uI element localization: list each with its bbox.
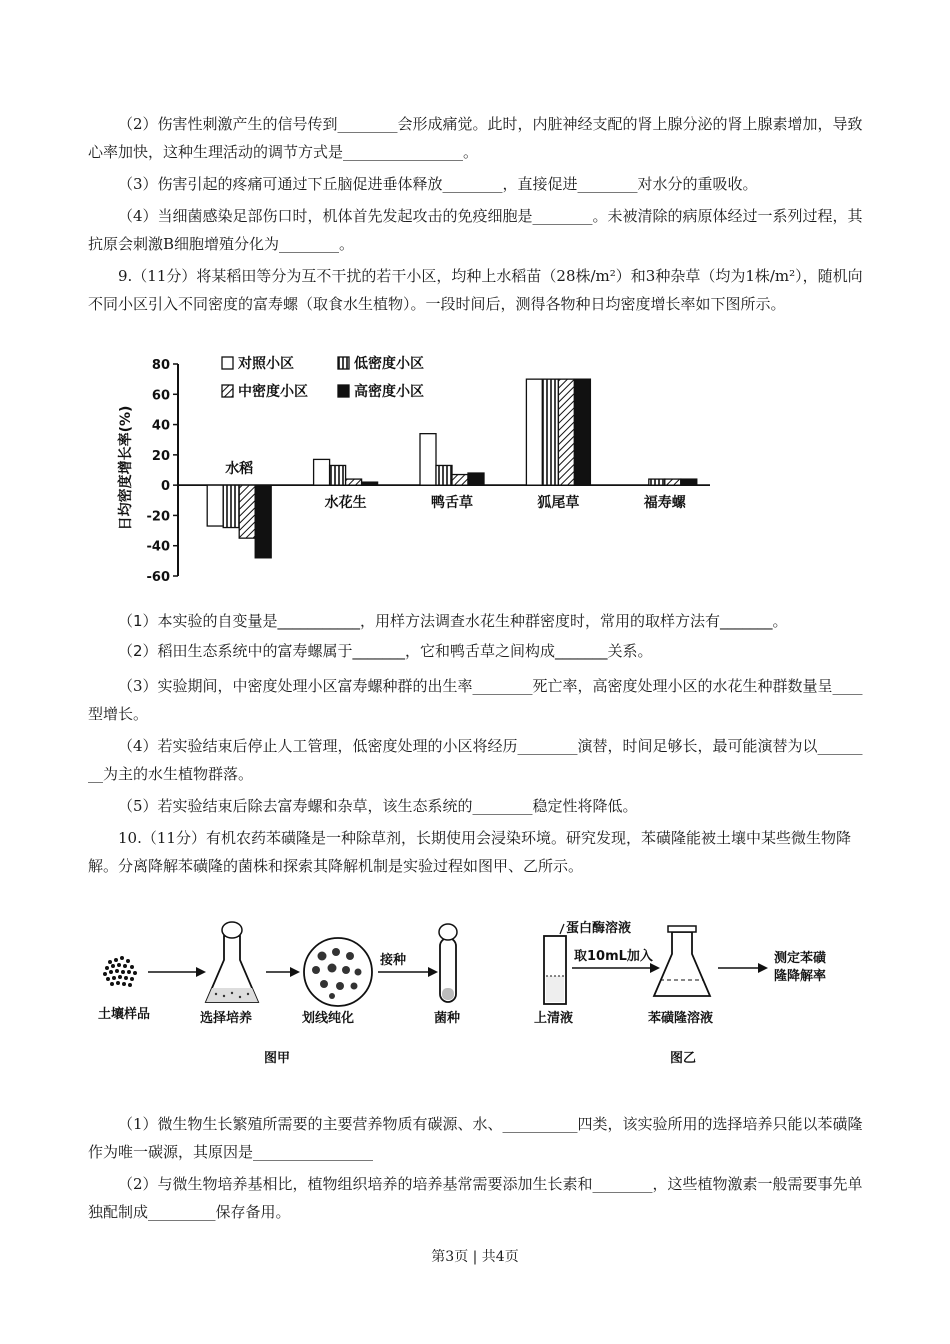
bar-2-2 xyxy=(330,465,346,485)
bar-1-2 xyxy=(223,485,239,527)
test-tube-icon xyxy=(439,924,457,1002)
bar-4-4 xyxy=(574,379,590,485)
supernatant-label: 上清液 xyxy=(534,1011,574,1026)
selective-culture-label: 选择培养 xyxy=(200,1011,253,1026)
take-10ml-label: 取10mL加入 xyxy=(574,949,653,964)
figure-yi-caption: 图乙 xyxy=(670,1051,697,1066)
chart-legend xyxy=(222,355,424,400)
bar-1-4 xyxy=(255,485,271,558)
soil-sample-label: 土壤样品 xyxy=(98,1007,151,1022)
q8-part-4: （4）当细菌感染足部伤口时，机体首先发起攻击的免疫细胞是________。未被清除的病原体经过一系列过程，其抗原会刺激B细胞增殖分化为________。 xyxy=(88,207,863,253)
legend-label: 低密度小区 xyxy=(354,356,424,372)
y-tick-label: -40 xyxy=(146,539,170,555)
bar-3-1 xyxy=(420,434,436,485)
y-tick-label: 0 xyxy=(160,479,170,495)
legend-swatch xyxy=(338,385,349,397)
benzsulfuron-solution-label: 苯磺隆溶液 xyxy=(648,1011,714,1026)
legend-swatch xyxy=(222,385,233,397)
centrifuge-tube-icon xyxy=(544,936,566,1004)
question-8-block xyxy=(88,110,868,318)
q9-sub-5: （5）若实验结束后除去富寿螺和杂草，该生态系统的________稳定性将降低。 xyxy=(118,797,638,815)
bar-5-2 xyxy=(649,479,665,485)
q10-sub-1: （1）微生物生长繁殖所需要的主要营养物质有碳源、水、__________四类，该实验所用的选择培养只能以苯磺隆作为唯一碳源，其原因是________________ xyxy=(88,1115,863,1161)
experiment-figure xyxy=(88,910,868,1080)
question-9-block xyxy=(88,606,868,880)
y-tick-label: 40 xyxy=(151,418,170,434)
inoculate-label: 接种 xyxy=(380,953,407,968)
bar-2-4 xyxy=(362,482,378,485)
flask-icon xyxy=(206,922,258,1002)
strain-label: 菌种 xyxy=(434,1011,461,1026)
category-label: 福寿螺 xyxy=(643,495,686,512)
legend-label: 对照小区 xyxy=(238,356,294,372)
q8-part-3: （3）伤害引起的疼痛可通过下丘脑促进垂体释放________，直接促进________对水分的重吸收。 xyxy=(118,175,758,193)
q10-intro: 10.（11分）有机农药苯磺隆是一种除草剂，长期使用会浸染环境。研究发现，苯磺隆能被土壤中某些微生物降解。分离降解苯磺隆的菌株和探索其降解机制是实验过程如图甲、乙所示。 xyxy=(88,829,851,875)
bar-4-2 xyxy=(542,379,558,485)
petri-dish-icon xyxy=(304,938,372,1006)
bar-1-3 xyxy=(239,485,255,538)
category-label: 水花生 xyxy=(324,495,367,512)
q10-sub-2: （2）与微生物培养基相比，植物组织培养的培养基常需要添加生长素和________，这些植物激素一般需要事先单独配制成_________保存备用。 xyxy=(88,1175,863,1221)
bar-3-2 xyxy=(436,465,452,485)
bar-3-3 xyxy=(452,475,468,486)
bar-1-1 xyxy=(207,485,223,526)
chart-y-label: 日均密度增长率(%) xyxy=(118,405,134,531)
q9-sub-4: （4）若实验结束后停止人工管理，低密度处理的小区将经历________演替，时间足够长，最可能演替为以________为主的水生植物群落。 xyxy=(88,737,863,783)
protease-solution-label: 蛋白酶溶液 xyxy=(566,921,632,936)
figure-jia-caption: 图甲 xyxy=(264,1051,291,1066)
y-tick-label: 80 xyxy=(151,358,170,373)
y-tick-label: -20 xyxy=(146,509,170,525)
q9-sub-3: （3）实验期间，中密度处理小区富寿螺种群的出生率________死亡率，高密度处理小区的水花生种群数量呈____型增长。 xyxy=(88,677,863,723)
category-label: 水稻 xyxy=(225,461,254,478)
legend-label: 高密度小区 xyxy=(354,384,424,400)
legend-swatch xyxy=(338,357,349,369)
q9-sub-1: （1）本实验的自变量是___________，用样方法调查水花生种群密度时，常用的取样方法有_______。 xyxy=(118,612,788,630)
y-tick-label: -60 xyxy=(146,570,170,585)
streak-purify-label: 划线纯化 xyxy=(302,1011,355,1026)
soil-sample-icon xyxy=(103,954,139,990)
y-tick-label: 20 xyxy=(151,448,170,464)
measure-rate-label-1: 测定苯磺 xyxy=(774,951,827,966)
category-label: 鸭舌草 xyxy=(431,495,473,512)
q8-part-2: （2）伤害性刺激产生的信号传到________会形成痛觉。此时，内脏神经支配的肾上腺分泌的肾上腺素增加，导致心率加快，这种生理活动的调节方式是________________。 xyxy=(88,115,863,161)
bar-2-1 xyxy=(314,459,330,485)
page-footer: 第3页 | 共4页 xyxy=(431,1249,519,1265)
chart-bars xyxy=(207,379,697,558)
legend-label: 中密度小区 xyxy=(238,384,308,400)
reaction-flask-icon xyxy=(654,926,710,996)
bar-5-4 xyxy=(681,479,697,485)
question-10-block xyxy=(88,1110,868,1226)
measure-rate-label-2: 隆降解率 xyxy=(774,969,827,984)
density-growth-chart xyxy=(110,348,730,593)
y-tick-label: 60 xyxy=(151,388,170,404)
legend-swatch xyxy=(222,357,233,369)
bar-5-3 xyxy=(665,479,681,485)
bar-3-4 xyxy=(468,473,484,485)
q9-sub-2: （2）稻田生态系统中的富寿螺属于_______，它和鸭舌草之间构成_______关系。 xyxy=(118,642,653,660)
q9-intro: 9.（11分）将某稻田等分为互不干扰的若干小区，均种上水稻苗（28株/m²）和3种杂草（均为1株/m²），随机向不同小区引入不同密度的富寿螺（取食水生植物）。一段时间后，测得各物种日均密度增长率如下图所示。 xyxy=(88,267,863,313)
bar-2-3 xyxy=(346,479,362,485)
bar-4-3 xyxy=(558,379,574,485)
category-label: 狐尾草 xyxy=(537,495,580,512)
bar-4-1 xyxy=(526,379,542,485)
